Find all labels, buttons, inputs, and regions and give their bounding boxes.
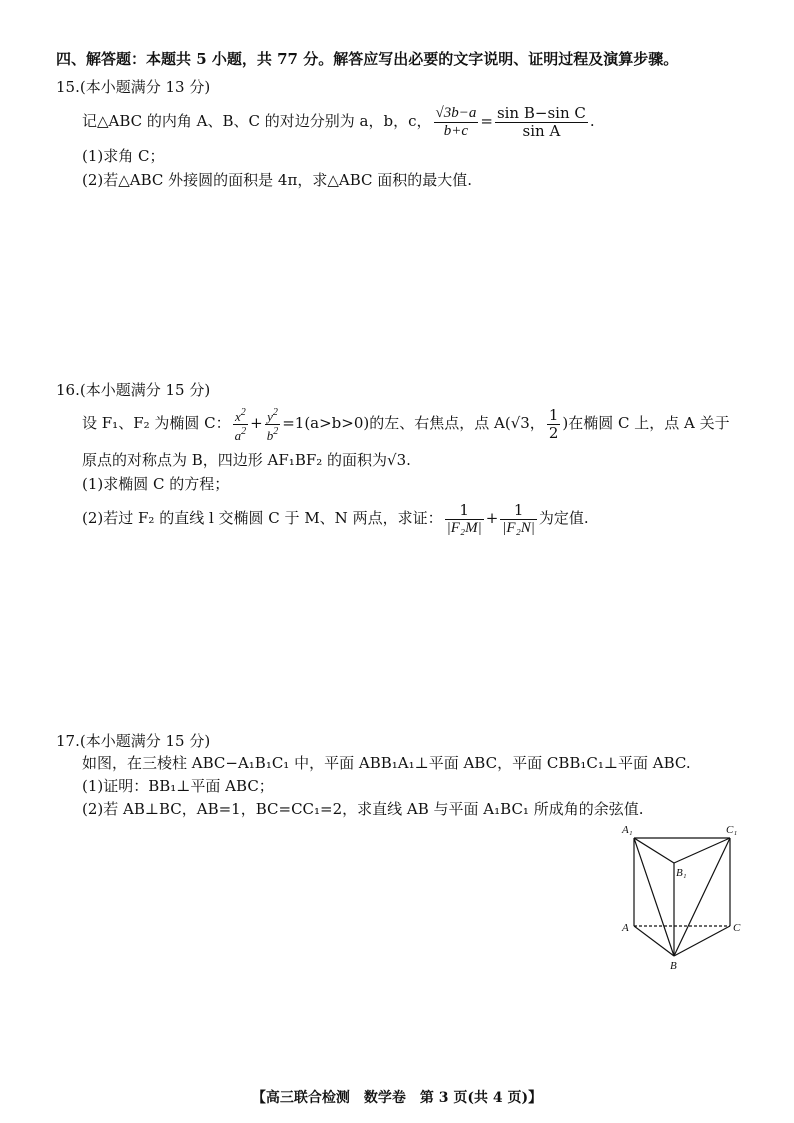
q15-stem	[82, 101, 595, 141]
q15-frac1-den: b+c	[443, 122, 469, 139]
label-C1: C₁	[726, 824, 738, 836]
q16-frac-y2b2: $\frac{y^2}{b^2}$	[266, 406, 279, 443]
q15-header: 15.(本小题满分 13 分)	[56, 78, 211, 96]
q15-part1: (1)求角 C；	[82, 147, 165, 165]
q15-equals: =	[480, 112, 493, 130]
q16-part1: (1)求椭圆 C 的方程；	[82, 475, 230, 493]
q16-half-num: 1	[548, 405, 559, 424]
q16-frac-F2M-den: |F₂M|	[446, 519, 482, 536]
label-B: B	[670, 960, 677, 972]
edge-A1B1	[634, 838, 674, 863]
q16-stem-line1: 设 F₁、F₂ 为椭圆 C： $\frac{x^2}{a^2}$ + $\frac{y^2}{b^2}$ =1(a>b>0)的左、右焦点，点 A(√3， $\frac{1}{2}$ )在椭圆 C 上，点 A 关于	[82, 405, 730, 443]
q16-frac-F2N-den: |F₂N|	[502, 519, 535, 536]
q16-header: 16.(本小题满分 15 分)	[56, 381, 211, 399]
q16-frac-half	[547, 407, 561, 442]
prism-figure	[612, 818, 752, 973]
edge-B1C1	[674, 838, 730, 863]
q15-stem-text: 记△ABC 的内角 A、B、C 的对边分别为 a，b，c，	[82, 112, 432, 130]
q16-line1-a: 设 F₁、F₂ 为椭圆 C：	[82, 414, 231, 432]
q15-frac2-den: sin A	[522, 121, 561, 140]
label-A: A	[622, 922, 629, 934]
q16-line1-b: =1(a>b>0)的左、右焦点，点 A(√3，	[282, 414, 545, 432]
section-title: 四、解答题：本题共 5 小题，共 77 分。解答应写出必要的文字说明、证明过程及演算步骤。	[56, 50, 679, 68]
q17-header: 17.(本小题满分 15 分)	[56, 732, 211, 750]
q17-stem: 如图，在三棱柱 ABC−A₁B₁C₁ 中，平面 ABB₁A₁⊥平面 ABC，平面 CBB₁C₁⊥平面 ABC.	[82, 754, 691, 772]
edge-C1B	[674, 838, 730, 956]
q16-half-den: 2	[548, 423, 559, 442]
edge-AB	[634, 926, 674, 956]
edge-A1B	[634, 838, 674, 956]
q16-part2-pre: (2)若过 F₂ 的直线 l 交椭圆 C 于 M、N 两点，求证：	[82, 509, 443, 527]
q16-part2: (2)若过 F₂ 的直线 l 交椭圆 C 于 M、N 两点，求证： $\frac{1}{\text{|F₂M|}}$ + $\frac{1}{\text{|F₂N|}}$ 为定值.	[82, 500, 589, 536]
label-C: C	[733, 922, 741, 934]
q16-frac-F2N	[500, 502, 537, 537]
q15-part2: (2)若△ABC 外接圆的面积是 4π，求△ABC 面积的最大值.	[82, 171, 473, 189]
q17-part2: (2)若 AB⊥BC，AB=1，BC=CC₁=2，求直线 AB 与平面 A₁BC₁ 所成角的余弦值.	[82, 800, 644, 818]
q15-fraction-right	[495, 105, 588, 140]
q16-frac-F2M-num: 1	[445, 502, 484, 520]
label-B1: B₁	[676, 867, 687, 879]
q15-frac2-num: sin B−sin C	[496, 103, 586, 122]
q16-frac-x2a2: $\frac{x^2}{a^2}$	[234, 406, 247, 443]
page-footer: 【高三联合检测 数学卷 第 3 页(共 4 页)】	[251, 1090, 543, 1106]
q15-frac1-num: √3b−a	[435, 104, 477, 121]
q15-period: .	[589, 112, 595, 130]
q16-frac-F2N-num: 1	[500, 502, 537, 520]
edge-BC	[674, 926, 730, 956]
q16-frac-F2M	[445, 502, 484, 537]
q16-stem-line2: 原点的对称点为 B，四边形 AF₁BF₂ 的面积为√3.	[82, 451, 411, 469]
q16-part2-post: 为定值.	[538, 509, 589, 527]
label-A1: A₁	[622, 824, 633, 836]
q17-part1: (1)证明：BB₁⊥平面 ABC；	[82, 777, 274, 795]
q15-fraction-left	[434, 105, 479, 140]
q16-line1-c: )在椭圆 C 上，点 A 关于	[562, 414, 730, 432]
